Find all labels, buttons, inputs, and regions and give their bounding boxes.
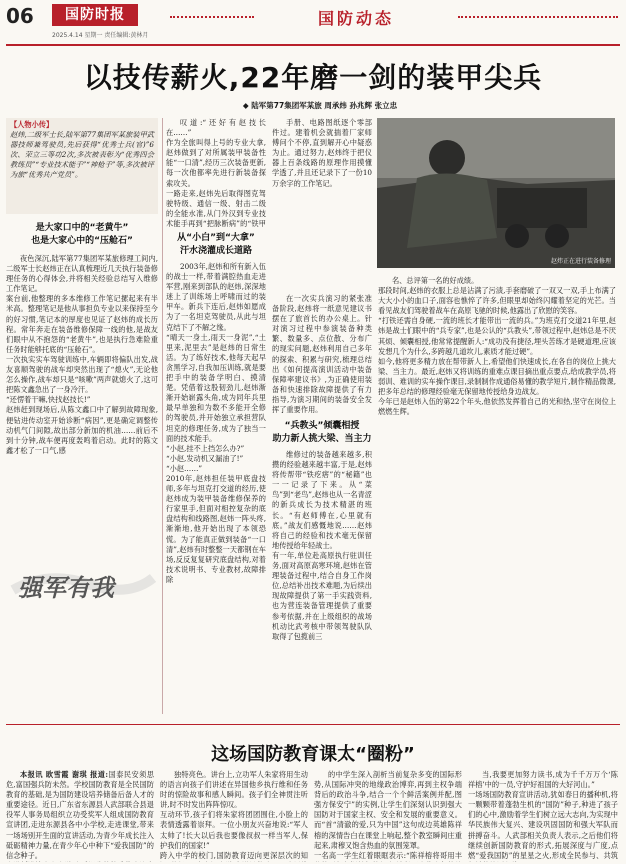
profile-label: 【人物小传】 [10, 120, 54, 129]
article2-col1 [6, 770, 154, 862]
photo-caption: 赵炜正在进行装备修理 [550, 258, 611, 265]
section-rule-right [458, 16, 618, 18]
article1-byline: ◆ 陆军第77集团军某旅 周承炜 孙兆辉 张立忠 [242, 101, 398, 110]
page-number: 06 [6, 4, 34, 28]
column-rule [162, 118, 163, 714]
subheading-2: 从“小白”到“大拿” 汗水浇灌成长道路 [177, 233, 255, 256]
article1-col3: 手册、电路图纸逐个零部件过。建着机会就揣着厂家师傅问个不停,直到解开心中疑惑为止。通过努力,赵炜终于把仪器上百条线路的原理作用摸懂学透了,并且还记录下了一份10万余字的工作笔记。 [272, 118, 372, 188]
subheading-3: “兵教头”倾囊相授 助力新人挑大梁、当主力 [272, 421, 372, 444]
stamp-graphic [8, 560, 158, 608]
article1-col2b: 2003年,赵炜和所有新入伍的战士一样,带着满腔热血走进军营,刚来到部队的赵炜,深深地迷上了训练场上呼啸而过的装甲车。新兵下连后,赵炜如愿成为了一名坦克驾驶员,从此与坦克结下了不解之缘。 “晴天一身土,雨天一身泥”,“土里来,泥里去”是赵炜的日常生活。为了练好技术,他每天起早贪黑学习,自我加压训练,就是要把手中的装备学明白、摸清楚。凭借着这股韧劲儿,赵炜渐渐开始崭露头角,成为同年兵里最早单独和为数不多能开全修的驾驶员,并开始独立承担营队坦克的修理任务,成为了独当一面的技术能手。 “小赵,挂不上挡怎么办?” “小赵,发动机又漏油了!” “小赵……” 2010年,赵炜担任装甲底盘技师,多年与坦克打交道的经历,使赵炜成为装甲装备维修保养的行家里手,但面对相控复杂的底盘结构和线路图,赵炜一阵头疼,渐渐地,他开始出现了本领恐慌。为了能真正做到装备“一口清”,赵炜有时整整一天都钢在车场,反反复复研究底盘结构,对着技术说明书、专业教材,故障排除 [166, 262, 266, 584]
section-title: 国防动态 [317, 9, 394, 28]
article2-col2: 独特亮色。讲台上,立功军人朱家将用生动的语言向孩子们讲述在异国他乡执行维和任务时的惊险故事和感人瞬间。孩子们全神贯注听讲,时不时发出阵阵惊叹。 互动环节,孩子们将朱家将团团围住,小脸上的表情透露着崇拜。一位小朋友兴奋地说:“军人太帅了!长大以后我也要像叔叔一样当军人,保护我们的国家!” 跨入中学的校门,国防教育迈向更深层次的知 [160, 770, 308, 860]
article2-byline: 本报讯 欧雪霞 谢琪 报道: [20, 770, 109, 779]
profile-box [6, 118, 158, 214]
article2-col3: 的中学生深入剖析当前复杂多变的国际形势,从国际冲突的地缘政治博弈,再到主权争端背后的政治斗争,结合一个个鲜活案例并配,图强方保安宁”的实例,让学生们深刻认识到强大国防对于国家主权、安全和发展的重要意义。而“首“清澈的爱,只为中国”这句成边英雄陈祥榕的深情告白在课堂上响起,整个教室瞬间庄重起来,肃穆又饱含热血的氛围笼罩。 一名高一学生红着眼眶表示:“陈祥榕将哥用丰 [314, 770, 462, 860]
article1-headline: 以技传薪火,22年磨一剑的装甲尖兵 [83, 61, 543, 94]
article1-col3c: 维修过的装备越来越多,积攒的经验越来越丰富,于是,赵炜将传帮带“铁疙瘩”的“秘籍”也一一记录了下来。从“菜鸟”到“老鸟”,赵炜也从一名青涩的新兵成长为技术精湛的班长。“有赵师傅在,心里就有底。”战友们感慨地说……赵炜将自己的经验和技术毫无保留地传授给年轻战士。 有一年,单位赴高原执行驻训任务,面对高原高寒环境,赵炜在管理装备过程中,结合自身工作岗位,总结补出技术难题,为后续出现故障提供了第一手实践资料,也为营连装备管理提供了重要参考依据,并在上级组织的战场机动比武考核中带领驾驶队队取得了包揽前三 [272, 450, 372, 641]
article-photo [377, 118, 615, 268]
masthead-rule [6, 44, 620, 46]
dateline: 2025.4.14 星期一 责任编辑:黄林月 [52, 32, 149, 39]
article1-col2: 叹道:“还好有赵技长在……” 作为全旅叫得上号的专业大拿,赵炜做到了对所属装甲装备性能“一口清”,经历三次装备更新,每一次他都率先进行新装备探索攻关。 一路走来,赵炜先后取得图克驾驶特级、通信一级、射击二级的全能水准,从门外汉到专业技术能手再到“把脉断病”的“铁甲 [166, 118, 266, 228]
article1-col1: 夜色深沉,陆军第77集团军某旅修理工间内,二级军士长赵炜正在认真梳理近几天执行装备修理任务的心得体会,并将相关经验总结写入维修工作笔记。 案台前,他整理的多本维修工作笔记摞起来有半米高。整理笔记是他从事担负专业以来保持至今的好习惯,笔记本的厚度也见证了赵炜的成长历程。常年奔走在装备维修保障一线的他,是战友们眼中从不抱怨的“老黄牛”,也是执行急难险重任务时能够托底的“压舱石”。 一次执实实车驾驶训练中,车辆即将偏队出发,战友喜顺驾驶的战车却突然出现了“熄火”,无论他怎么操作,战车却只是“咳嗽”两声就熄火了,这可把陈文鑫急出了一身冷汗。 “还愣着干嘛,快找赵技长!” 赵炜赶到现场后,从陈文鑫口中了解到故障现象,便钻进传动室开始诊断“病因”,更是确定调整传动机气门间隙,故出部分新加的机油……前后不到十分钟,战车便再度轰鸣着启动。此时的陈文鑫才松了一口气,感 [6, 254, 158, 455]
section-rule-left [170, 16, 254, 18]
paper-logo: 国防时报 [52, 4, 138, 26]
stamp-text: 强军有我 [18, 573, 114, 602]
article2-headline: 这场国防教育课太“圈粉” [211, 744, 415, 765]
subheading-1: 是大家口中的“老黄牛” 也是大家心中的“压舱石” [31, 223, 133, 246]
article1-col4: 名、总评第一名的好成绩。 那段时间,赵炜的衣服上总是沾满了污渍,手套磨破了一双又一双,手上布满了大大小小的血口子,面容也憔悴了许多,但眼里却始终闪耀着坚定的光芒。当看见战友们驾驶着战车在高原飞驰的时候,他露出了欣慰的笑容。 “打铁还需自身硬,一流的班长才能带出一流的兵。”为班克打交道21年里,赵炜是战士们眼中的“兵专家”,也是公认的“兵教头”,带领过程中,赵炜总是不厌其烦、倾囊相授,他常常提醒新人:“成功没有捷径,埋头苦练才是硬道理,应该发想几个为什么,多跨越几道坎儿,素质才能过硬”。 如今,他将更多精力放在帮带新人上,希望他们快速成长,在各自的岗位上挑大梁、当主力。最近,赵炜又将训练的重难点课目摘出重点要点,给成教学员,将弱训、难训的实车操作课目,录制制作成通俗易懂的教学短片,制作精品微课,把多年总结的修理经验毫无保留地传授给身边战友。 今年已是赵炜入伍的第22个年头,他依然发挥着自己的光和热,坚守在岗位上燃燃生辉。 [378, 276, 616, 417]
article2-col1-text: 国泰民安须思危,富国强兵防未然。学校国防教育是全民国防教育的基础,是为国防建设培养储备后备人才的重要途径。近日,广东省东源县人武部联合县退役军人事务局组织立功受奖军人组成国防教育宣讲团,走进东源县各中小学校,走进课堂,带来一场场别开生面的宣讲活动,为青少年成长注入砥砺精神力量,在青少年心中种下“爱我国防”的信念种子。 [6, 770, 154, 860]
profile-text: 赵炜,二级军士长,陆军第77集团军某旅装甲武器技师兼驾驶员,先后获得“优秀士兵(官)”6次、荣立三等功2次,多次被表彰为“优秀四会教练员”“专业技术能手”“神枪手”等,多次被评为旅“优秀共产党员”。 [10, 130, 154, 180]
article2-col4: 当,我要更加努力读书,成为千千万万个‘陈祥榕’中的一员,守护好祖国的大好河山。” 一场场国防教育宣讲活动,犹如春日的播种机,将一颗颗带着蓬勃生机的“国防”种子,种进了孩子们的心中,激励着学生们树立远大志向,为实现中华民族伟大复兴、建设巩固国防和强大军队而拼搏奋斗。人武部相关负责人表示,之后他们将继续创新国防教育的形式,拓展深度与广度,点燃“爱我国防”的星星之火,形成全民参与、共筑 [468, 770, 618, 860]
article1-col3b: 在一次实兵演习的紧张准备阶段,赵炜将一纸意见建议书摆在了旅首长的办公桌上。针对演习过程中参演装备种类繁、数量多、点位散、分布广的现实问题,赵炜利用自己多年的探索、积累与研究,梳理总结出《如何提高演训活动中装备保障率建议书》,为正确使用装备和快速排除故障提供了有力指导,为演习期间的装备安全发挥了重要作用。 [272, 294, 372, 414]
article-divider [6, 724, 620, 725]
